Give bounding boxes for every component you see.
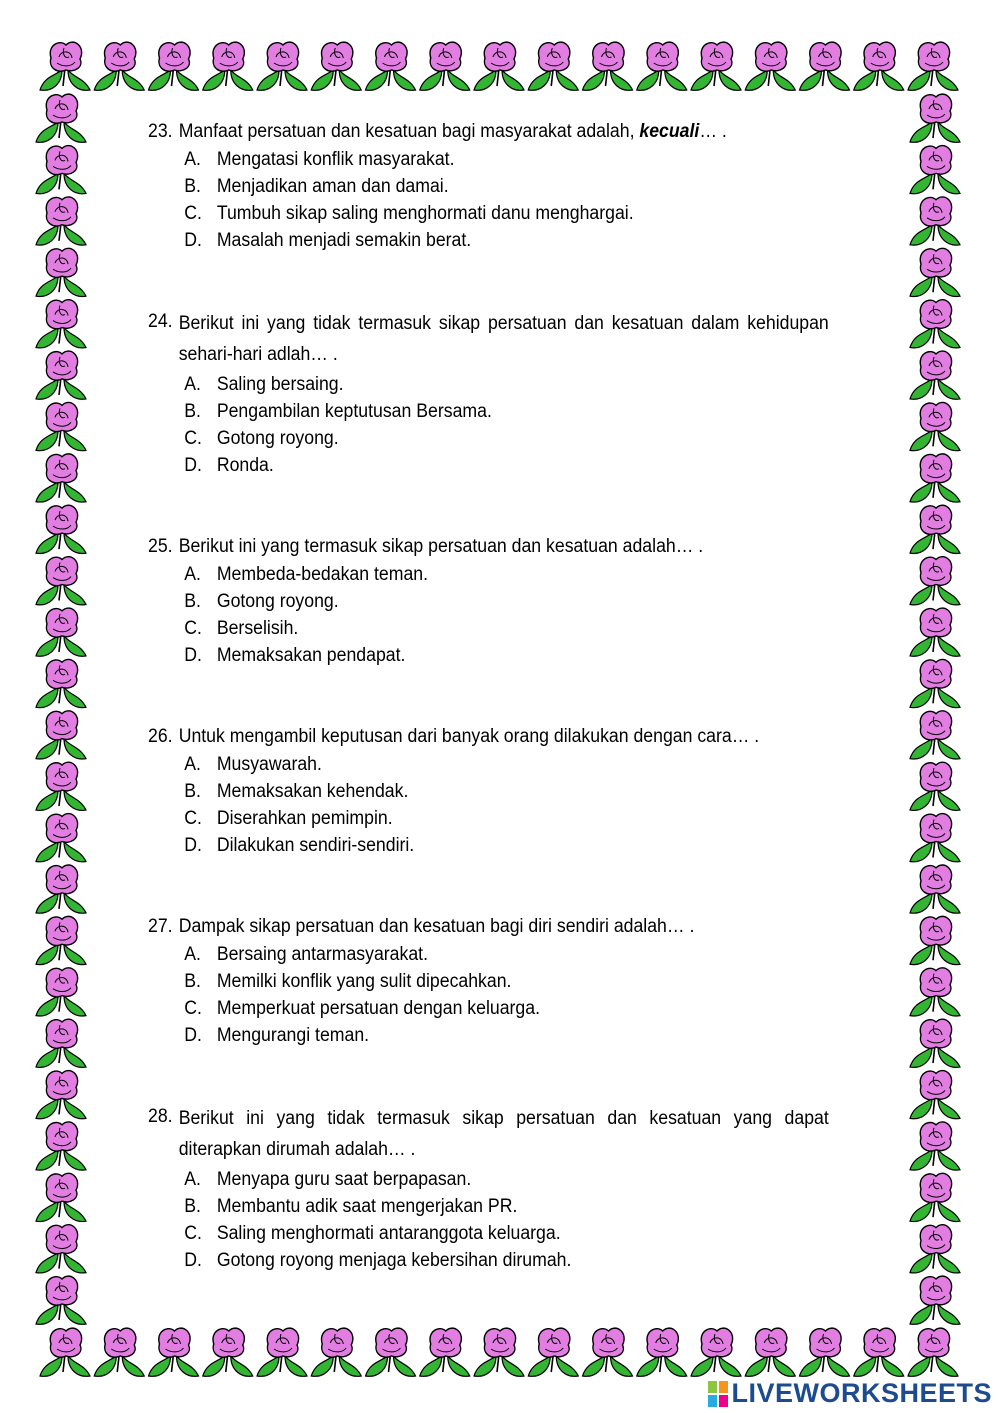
question-27	[148, 913, 829, 1049]
option-letter: B.	[184, 1196, 201, 1217]
option-text: Dilakukan sendiri-sendiri.	[216, 835, 415, 856]
answer-option[interactable]	[179, 615, 829, 642]
rose-icon	[36, 1173, 86, 1221]
rose-icon	[910, 248, 960, 296]
rose-icon	[366, 1328, 416, 1376]
rose-icon	[36, 1071, 86, 1119]
question-text: Berikut ini yang termasuk sikap persatuan dan kesatuan adalah… .	[178, 536, 704, 557]
option-letter: D.	[184, 455, 202, 476]
answer-option[interactable]	[179, 941, 829, 968]
rose-icon	[36, 916, 86, 964]
logo-block	[719, 1381, 728, 1393]
rose-icon	[36, 762, 86, 810]
option-text: Membeda-bedakan teman.	[216, 564, 429, 585]
rose-icon	[854, 42, 904, 90]
rose-icon	[36, 454, 86, 502]
option-letter: A.	[184, 1169, 201, 1190]
answer-option[interactable]	[179, 398, 829, 425]
option-letter: B.	[184, 176, 201, 197]
answer-option[interactable]	[179, 173, 829, 200]
option-text: Gotong royong.	[216, 591, 339, 612]
rose-icon	[36, 659, 86, 707]
rose-icon	[910, 146, 960, 194]
option-letter: A.	[184, 564, 201, 585]
rose-icon	[800, 1328, 850, 1376]
rose-icon	[910, 865, 960, 913]
option-text: Memaksakan pendapat.	[216, 645, 406, 666]
question-number: 28.	[148, 1106, 173, 1127]
rose-icon	[36, 402, 86, 450]
option-text: Diserahkan pemimpin.	[216, 808, 393, 829]
rose-icon	[420, 1328, 470, 1376]
rose-icon	[36, 197, 86, 245]
option-letter: D.	[184, 1025, 202, 1046]
rose-icon	[528, 42, 578, 90]
answer-option[interactable]	[179, 778, 829, 805]
rose-icon	[36, 557, 86, 605]
answer-option[interactable]	[179, 371, 829, 398]
rose-icon	[36, 248, 86, 296]
rose-icon	[910, 968, 960, 1016]
rose-icon	[366, 42, 416, 90]
answer-option[interactable]	[179, 805, 829, 832]
option-letter: C.	[184, 428, 202, 449]
rose-icon	[311, 1328, 361, 1376]
rose-icon	[36, 146, 86, 194]
option-text: Gotong royong.	[216, 428, 339, 449]
answer-option[interactable]	[179, 146, 829, 173]
rose-icon	[910, 402, 960, 450]
rose-icon	[910, 762, 960, 810]
answer-option[interactable]	[179, 1166, 829, 1193]
option-text: Menyapa guru saat berpapasan.	[216, 1169, 472, 1190]
option-text: Menjadikan aman dan damai.	[216, 176, 449, 197]
question-text: Untuk mengambil keputusan dari banyak orang dilakukan dengan cara… .	[178, 726, 760, 747]
rose-icon	[474, 42, 524, 90]
rose-icon	[637, 42, 687, 90]
option-text: Saling bersaing.	[216, 374, 344, 395]
rose-icon	[311, 42, 361, 90]
rose-icon	[910, 1173, 960, 1221]
rose-icon	[910, 814, 960, 862]
answer-options	[179, 146, 829, 254]
answer-option[interactable]	[179, 642, 829, 669]
option-text: Berselisih.	[216, 618, 299, 639]
option-text: Musyawarah.	[216, 754, 322, 775]
answer-options	[179, 941, 829, 1049]
rose-icon	[691, 42, 741, 90]
answer-option[interactable]	[179, 1022, 829, 1049]
answer-option[interactable]	[179, 751, 829, 778]
rose-icon	[149, 42, 199, 90]
rose-icon	[745, 1328, 795, 1376]
logo-block	[719, 1395, 728, 1407]
rose-icon	[637, 1328, 687, 1376]
answer-option[interactable]	[179, 995, 829, 1022]
rose-icon	[910, 94, 960, 142]
logo-text: LIVEWORKSHEETS	[731, 1378, 992, 1408]
option-text: Gotong royong menjaga kebersihan dirumah.	[216, 1250, 572, 1271]
option-text: Ronda.	[216, 455, 274, 476]
rose-icon	[908, 42, 958, 90]
option-letter: C.	[184, 998, 202, 1019]
answer-options	[179, 1166, 829, 1274]
option-text: Memilki konflik yang sulit dipecahkan.	[216, 971, 512, 992]
rose-icon	[36, 300, 86, 348]
option-text: Bersaing antarmasyarakat.	[216, 944, 428, 965]
rose-icon	[257, 1328, 307, 1376]
answer-option[interactable]	[179, 1220, 829, 1247]
question-number: 25.	[148, 536, 173, 557]
rose-icon	[745, 42, 795, 90]
rose-icon	[36, 1019, 86, 1067]
answer-option[interactable]	[179, 227, 829, 254]
logo-icon	[708, 1381, 728, 1407]
rose-icon	[36, 608, 86, 656]
answer-option[interactable]	[179, 561, 829, 588]
option-letter: A.	[184, 754, 201, 775]
option-text: Memperkuat persatuan dengan keluarga.	[216, 998, 541, 1019]
rose-icon	[910, 300, 960, 348]
rose-icon	[908, 1328, 958, 1376]
option-text: Membantu adik saat mengerjakan PR.	[216, 1196, 518, 1217]
option-letter: B.	[184, 781, 201, 802]
answer-option[interactable]	[179, 1193, 829, 1220]
question-number: 23.	[148, 121, 173, 142]
rose-icon	[910, 1276, 960, 1324]
question-28	[148, 1103, 829, 1274]
rose-icon	[910, 916, 960, 964]
rose-icon	[691, 1328, 741, 1376]
option-letter: C.	[184, 1223, 202, 1244]
question-number: 27.	[148, 916, 173, 937]
rose-icon	[910, 608, 960, 656]
rose-icon	[910, 659, 960, 707]
answer-option[interactable]	[179, 425, 829, 452]
rose-icon	[40, 1328, 90, 1376]
rose-icon	[40, 42, 90, 90]
logo-block	[708, 1381, 717, 1393]
rose-icon	[257, 42, 307, 90]
answer-option[interactable]	[179, 588, 829, 615]
option-text: Mengurangi teman.	[216, 1025, 370, 1046]
rose-icon	[910, 557, 960, 605]
option-letter: D.	[184, 1250, 202, 1271]
question-text: Berikut ini yang tidak termasuk sikap persatuan dan kesatuan yang dapat diterapkan dirumah adalah… .	[178, 1108, 829, 1160]
rose-icon	[910, 711, 960, 759]
option-letter: D.	[184, 645, 202, 666]
rose-icon	[910, 454, 960, 502]
question-keyword: kecuali	[639, 121, 700, 142]
rose-icon	[36, 351, 86, 399]
rose-icon	[583, 1328, 633, 1376]
option-letter: A.	[184, 149, 201, 170]
rose-icon	[36, 1276, 86, 1324]
option-text: Masalah menjadi semakin berat.	[216, 230, 472, 251]
option-text: Saling menghormati antaranggota keluarga.	[216, 1223, 561, 1244]
option-letter: A.	[184, 374, 201, 395]
answer-option[interactable]	[179, 1247, 829, 1274]
rose-icon	[203, 42, 253, 90]
rose-icon	[528, 1328, 578, 1376]
option-letter: D.	[184, 835, 202, 856]
rose-icon	[854, 1328, 904, 1376]
rose-icon	[910, 197, 960, 245]
rose-icon	[910, 1122, 960, 1170]
question-text: Manfaat persatuan dan kesatuan bagi masyarakat adalah, kecuali… .	[178, 121, 727, 142]
rose-icon	[583, 42, 633, 90]
question-25	[148, 533, 829, 669]
rose-icon	[36, 968, 86, 1016]
rose-icon	[36, 711, 86, 759]
option-letter: C.	[184, 808, 202, 829]
rose-icon	[94, 1328, 144, 1376]
rose-icon	[36, 814, 86, 862]
question-text: Berikut ini yang tidak termasuk sikap persatuan dan kesatuan dalam kehidupan sehari-hari adlah… .	[178, 313, 829, 365]
rose-icon	[94, 42, 144, 90]
option-letter: B.	[184, 971, 201, 992]
question-number: 24.	[148, 311, 173, 332]
rose-icon	[149, 1328, 199, 1376]
option-text: Pengambilan keptutusan Bersama.	[216, 401, 492, 422]
question-23	[148, 118, 829, 254]
rose-icon	[910, 1019, 960, 1067]
liveworksheets-logo	[708, 1378, 992, 1409]
answer-option[interactable]	[179, 200, 829, 227]
rose-icon	[420, 42, 470, 90]
answer-option[interactable]	[179, 968, 829, 995]
option-letter: B.	[184, 401, 201, 422]
option-letter: B.	[184, 591, 201, 612]
rose-icon	[36, 505, 86, 553]
rose-icon	[800, 42, 850, 90]
answer-option[interactable]	[179, 452, 829, 479]
rose-icon	[474, 1328, 524, 1376]
answer-options	[179, 561, 829, 669]
rose-icon	[36, 1122, 86, 1170]
logo-block	[708, 1395, 717, 1407]
rose-icon	[36, 1225, 86, 1273]
rose-icon	[203, 1328, 253, 1376]
question-24	[148, 308, 829, 479]
rose-icon	[910, 1071, 960, 1119]
rose-icon	[910, 505, 960, 553]
rose-icon	[36, 94, 86, 142]
option-text: Memaksakan kehendak.	[216, 781, 409, 802]
rose-icon	[36, 865, 86, 913]
question-list	[148, 118, 829, 1328]
answer-options	[179, 371, 829, 479]
answer-option[interactable]	[179, 832, 829, 859]
question-number: 26.	[148, 726, 173, 747]
option-text: Tumbuh sikap saling menghormati danu menghargai.	[216, 203, 634, 224]
rose-icon	[910, 1225, 960, 1273]
question-text: Dampak sikap persatuan dan kesatuan bagi diri sendiri adalah… .	[178, 916, 695, 937]
option-text: Mengatasi konflik masyarakat.	[216, 149, 455, 170]
rose-icon	[910, 351, 960, 399]
answer-options	[179, 751, 829, 859]
question-26	[148, 723, 829, 859]
option-letter: A.	[184, 944, 201, 965]
option-letter: D.	[184, 230, 202, 251]
option-letter: C.	[184, 203, 202, 224]
option-letter: C.	[184, 618, 202, 639]
